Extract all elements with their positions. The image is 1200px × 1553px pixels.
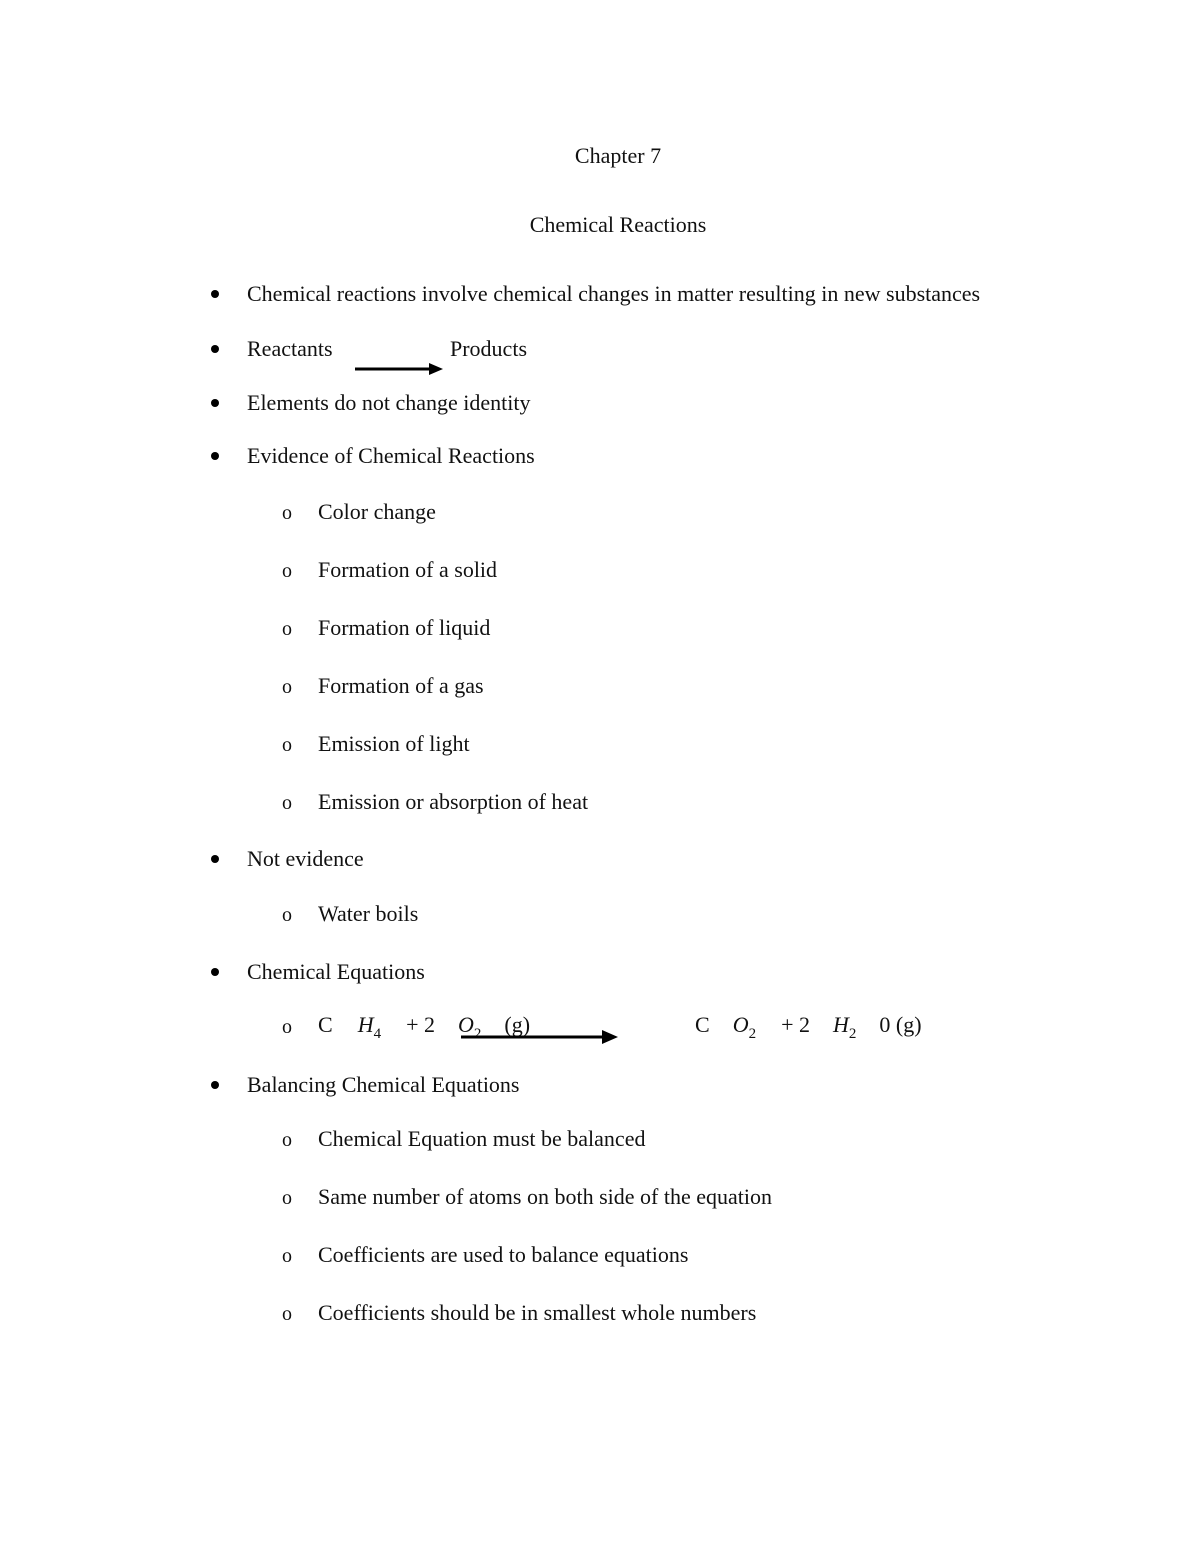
bullet-icon <box>211 399 219 407</box>
sub-bullet-icon: o <box>282 676 292 698</box>
bullet-icon <box>211 968 219 976</box>
sub-bullet-icon: o <box>282 1303 292 1325</box>
eq-hydrogen: H <box>357 1012 374 1037</box>
eq-oxygen-subscript: 2 <box>473 1026 482 1042</box>
page-title: Chemical Reactions <box>529 212 707 237</box>
eq-zero: 0 <box>879 1012 891 1037</box>
list-item: Chemical reactions involve chemical changes in matter resulting in new substances <box>247 281 981 306</box>
bullet-icon <box>211 452 219 460</box>
sub-list-item: Water boils <box>318 901 419 926</box>
sub-list-item: Chemical Equation must be balanced <box>318 1126 646 1151</box>
sub-list-item: Color change <box>318 499 436 524</box>
sub-bullet-icon: o <box>282 502 292 524</box>
eq-oxygen-subscript: 2 <box>748 1026 757 1042</box>
sub-list-item: Emission or absorption of heat <box>318 789 589 814</box>
eq-oxygen: O <box>732 1012 749 1037</box>
chemical-equation-products <box>695 1012 922 1042</box>
bullet-icon <box>211 855 219 863</box>
sub-list-item: Formation of a gas <box>318 673 484 698</box>
sub-bullet-icon: o <box>282 618 292 640</box>
sub-bullet-icon: o <box>282 1245 292 1267</box>
eq-plus-coefficient: + 2 <box>406 1012 435 1037</box>
eq-hydrogen-subscript: 4 <box>373 1026 382 1042</box>
reactants-label: Reactants <box>247 336 333 361</box>
eq-oxygen: O <box>458 1012 474 1037</box>
eq-carbon: C <box>695 1012 710 1037</box>
reaction-arrow-icon <box>353 360 445 378</box>
products-label: Products <box>450 336 527 361</box>
list-item: Balancing Chemical Equations <box>247 1072 520 1097</box>
list-item: Elements do not change identity <box>247 390 531 415</box>
sub-list-item: Coefficients are used to balance equations <box>318 1242 689 1267</box>
eq-plus-coefficient: + 2 <box>781 1012 810 1037</box>
sub-bullet-icon: o <box>282 792 292 814</box>
sub-list-item: Formation of a solid <box>318 557 498 582</box>
sub-bullet-icon: o <box>282 1187 292 1209</box>
sub-list-item: Coefficients should be in smallest whole numbers <box>318 1300 757 1325</box>
eq-hydrogen: H <box>833 1012 849 1037</box>
bullet-icon <box>211 345 219 353</box>
bullet-icon <box>211 1081 219 1089</box>
eq-carbon: C <box>318 1012 333 1037</box>
sub-bullet-icon: o <box>282 904 292 926</box>
sub-list-item: Formation of liquid <box>318 615 491 640</box>
sub-bullet-icon: o <box>282 734 292 756</box>
list-item: Evidence of Chemical Reactions <box>247 443 535 468</box>
list-item: Chemical Equations <box>247 959 425 984</box>
eq-state: (g) <box>895 1012 922 1037</box>
sub-list-item: Emission of light <box>318 731 470 756</box>
sub-list-item: Same number of atoms on both side of the equation <box>318 1184 772 1209</box>
sub-bullet-icon: o <box>282 1016 292 1038</box>
chapter-heading: Chapter 7 <box>574 143 662 168</box>
list-item: Not evidence <box>247 846 364 871</box>
eq-hydrogen-subscript: 2 <box>848 1026 857 1042</box>
eq-state: (g) <box>504 1012 531 1037</box>
bullet-icon <box>211 290 219 298</box>
sub-bullet-icon: o <box>282 1129 292 1151</box>
sub-bullet-icon: o <box>282 560 292 582</box>
reaction-arrow-icon <box>460 1028 620 1046</box>
